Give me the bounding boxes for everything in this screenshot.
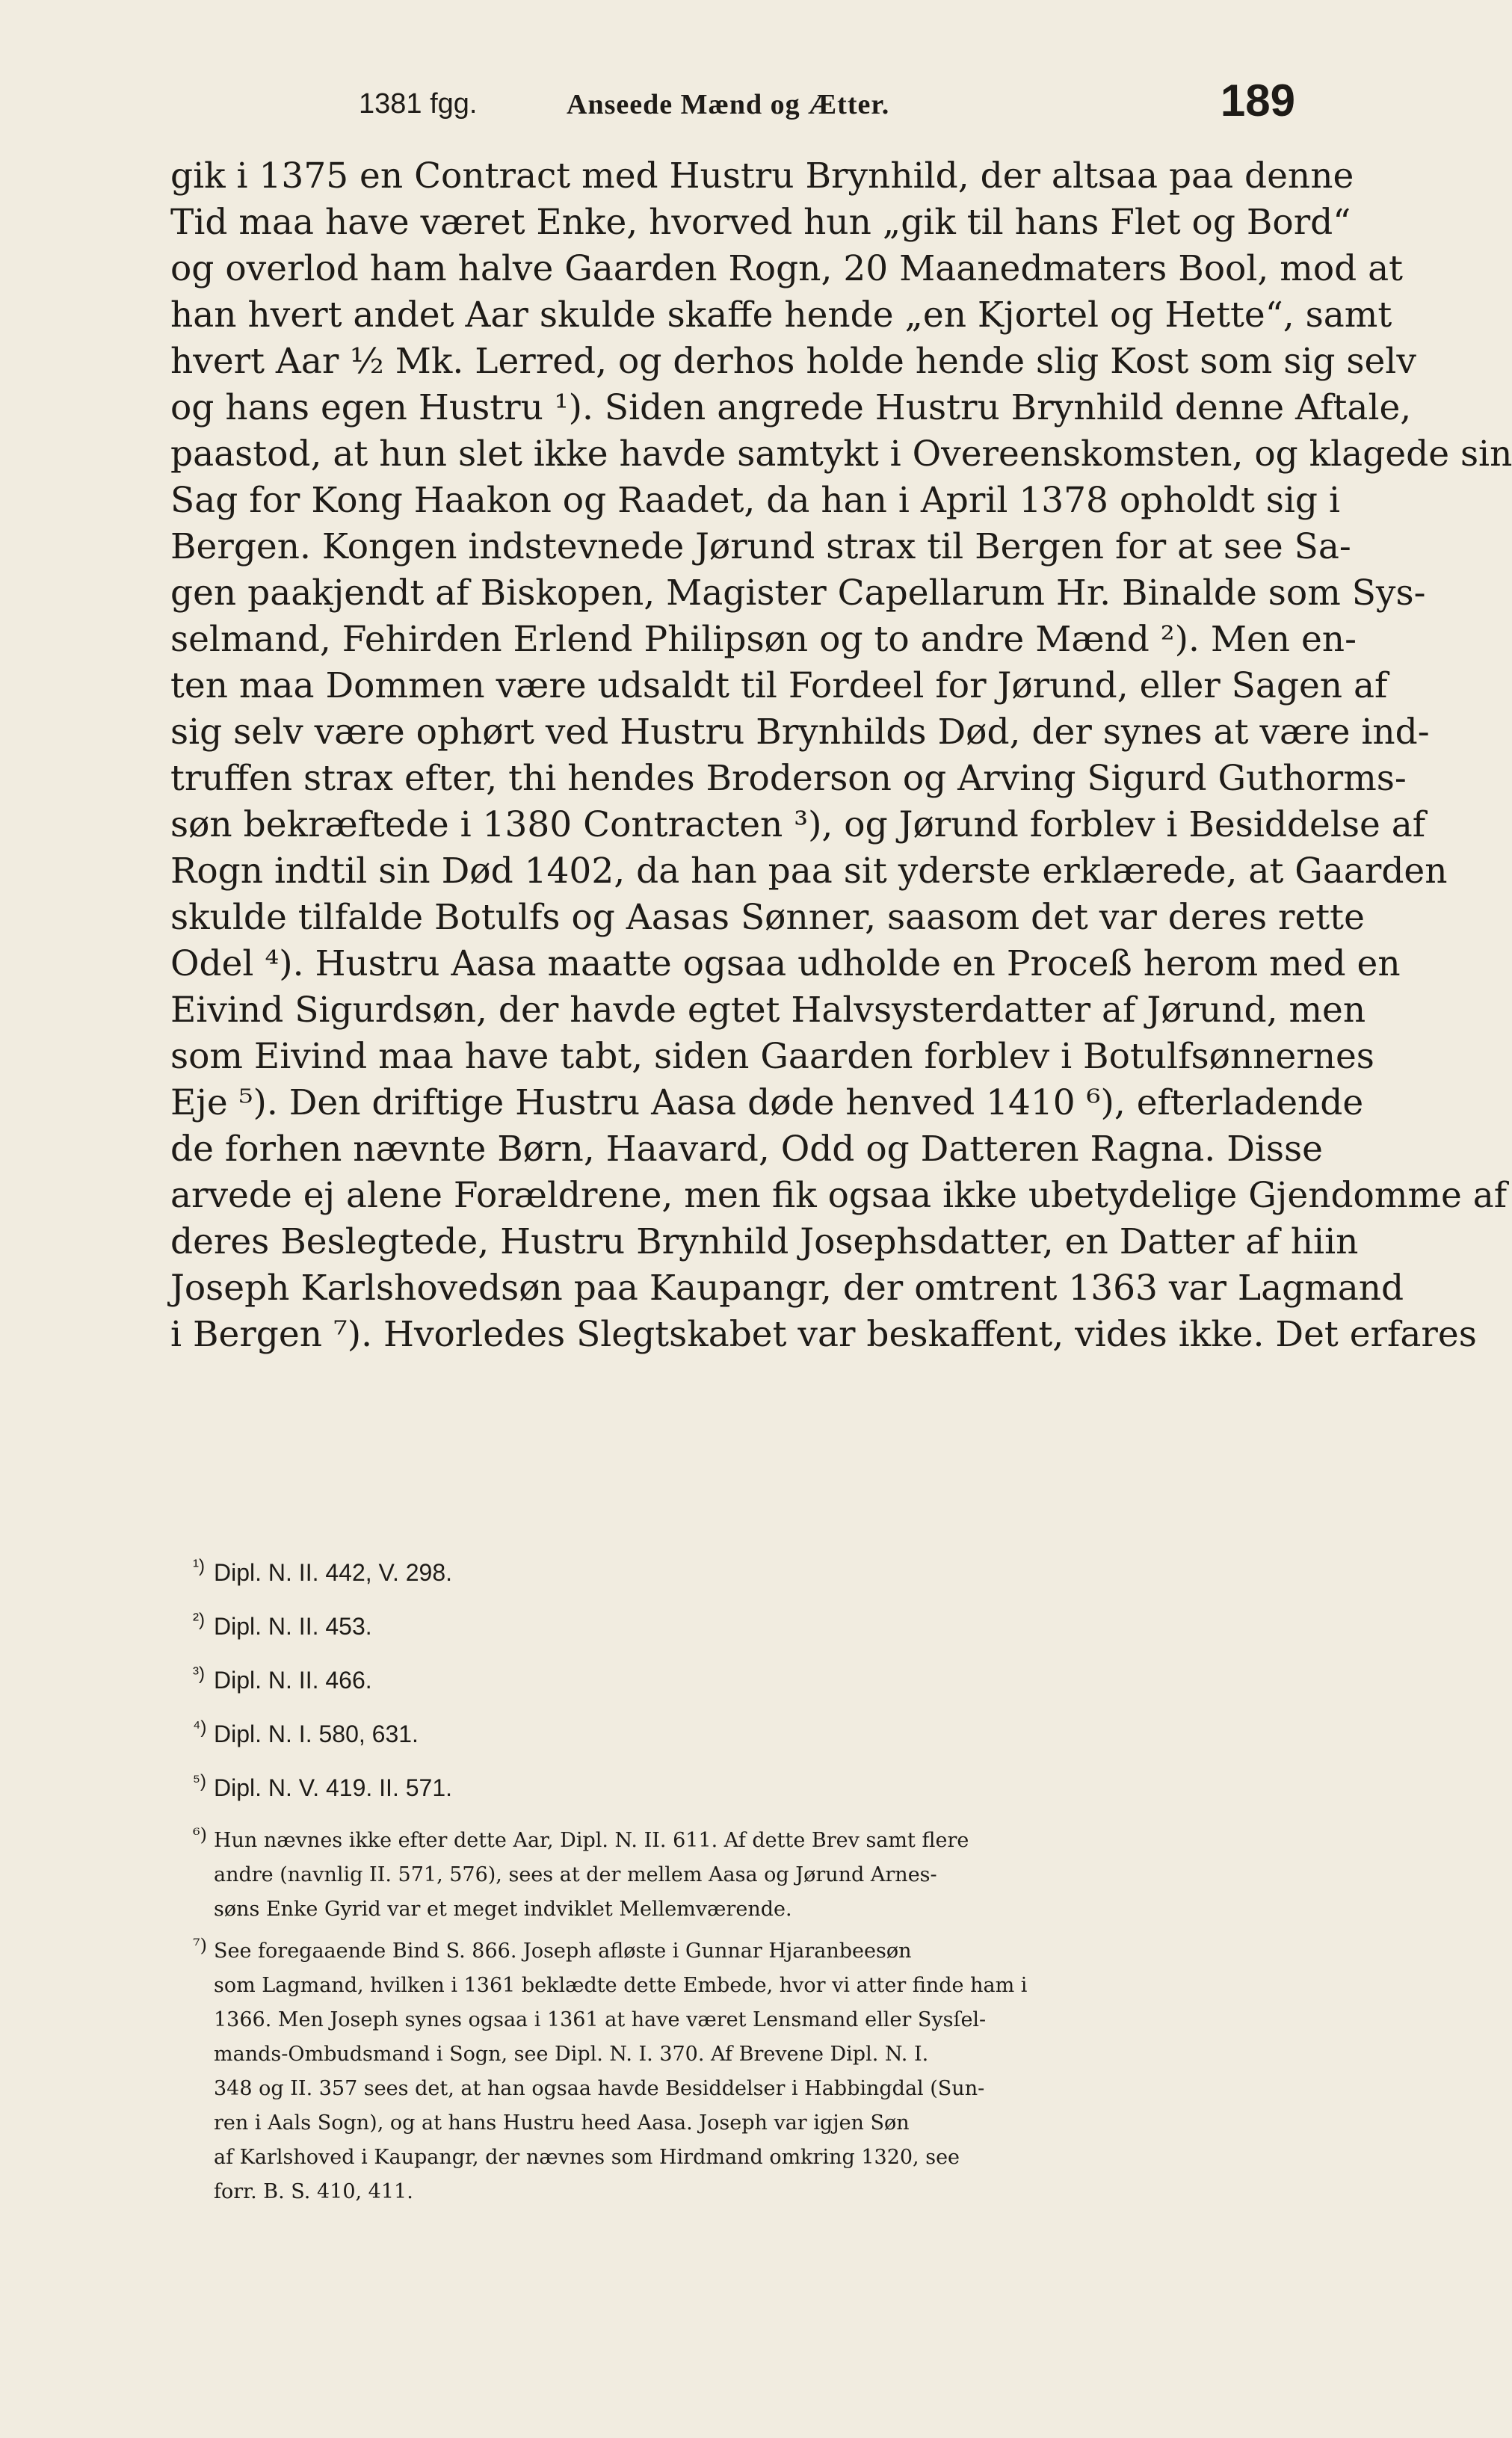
footnote-text: Dipl. N. II. 442, V. 298.	[214, 1559, 452, 1586]
text-line: sig selv være ophørt ved Hustru Brynhilds Død, der synes at være ind-	[170, 712, 1430, 753]
footnote-line: forr. B. S. 410, 411.	[214, 2180, 413, 2203]
text-line: arvede ej alene Forældrene, men fik ogsaa ikke ubetydelige Gjendomme af	[170, 1175, 1508, 1216]
text-line: og overlod ham halve Gaarden Rogn, 20 Maanedmaters Bool, mod at	[170, 248, 1404, 289]
footnote-line: som Lagmand, hvilken i 1361 beklædte dette Embede, hvor vi atter finde ham i	[214, 1974, 1028, 1997]
text-line: Tid maa have været Enke, hvorved hun „gik til hans Flet og Bord“	[170, 202, 1351, 243]
footnote-text	[193, 1934, 1295, 2209]
text-line: han hvert andet Aar skulde skaffe hende „en Kjortel og Hette“, samt	[170, 294, 1392, 336]
footnote	[193, 1555, 1295, 1590]
text-line: hvert Aar ½ Mk. Lerred, og derhos holde hende slig Kost som sig selv	[170, 341, 1416, 382]
footnote-line: andre (navnlig II. 571, 576), sees at der mellem Aasa og Jørund Arnes-	[214, 1863, 937, 1886]
footnote-7	[193, 1934, 1295, 2209]
footnote	[193, 1716, 1295, 1752]
main-text	[170, 153, 1512, 1358]
footnote-text: Dipl. N. II. 466.	[214, 1667, 372, 1694]
text-line: gik i 1375 en Contract med Hustru Brynhild, der altsaa paa denne	[170, 155, 1354, 197]
footnotes	[193, 1555, 1295, 2217]
footnote-line: 1366. Men Joseph synes ogsaa i 1361 at have været Lensmand eller Sysſel-	[214, 2008, 987, 2031]
header-title: Anseede Mænd og Ætter.	[567, 89, 890, 120]
footnote-line: mands-Ombudsmand i Sogn, see Dipl. N. I. 370. Af Brevene Dipl. N. I.	[214, 2043, 929, 2066]
footnote-line: søns Enke Gyrid var et meget indviklet Mellemværende.	[214, 1898, 792, 1921]
text-line: skulde tilfalde Botulfs og Aasas Sønner, saasom det var deres rette	[170, 897, 1365, 938]
text-line: Joseph Karlshovedsøn paa Kaupangr, der omtrent 1363 var Lagmand	[170, 1268, 1404, 1309]
footnote-text: Dipl. N. I. 580, 631.	[214, 1721, 419, 1747]
text-line: søn bekræftede i 1380 Contracten ³), og Jørund forblev i Besiddelse af	[170, 804, 1426, 845]
text-line: de forhen nævnte Børn, Haavard, Odd og Datteren Ragna. Disse	[170, 1129, 1323, 1170]
text-line: ten maa Dommen være udsaldt til Fordeel for Jørund, eller Sagen af	[170, 665, 1388, 706]
text-line: Eje ⁵). Den driftige Hustru Aasa døde henved 1410 ⁶), efterladende	[170, 1082, 1364, 1123]
header-years: 1381 fgg.	[359, 88, 478, 120]
text-line: deres Beslegtede, Hustru Brynhild Josephsdatter, en Datter af hiin	[170, 1221, 1359, 1262]
footnote-6	[193, 1824, 1295, 1927]
text-line: som Eivind maa have tabt, siden Gaarden forblev i Botulfsønnernes	[170, 1036, 1374, 1077]
footnote-marker: ³)	[193, 1664, 205, 1684]
footnote-text: Dipl. N. V. 419. II. 571.	[214, 1774, 452, 1801]
footnote-line: 348 og II. 357 sees det, at han ogsaa havde Besiddelser i Habbingdal (Sun-	[214, 2077, 985, 2100]
text-line: Sag for Kong Haakon og Raadet, da han i April 1378 opholdt sig i	[170, 480, 1340, 521]
text-line: paastod, at hun slet ikke havde samtykt i Overeenskomsten, og klagede sin	[170, 433, 1512, 475]
footnote-text: Dipl. N. II. 453.	[214, 1613, 372, 1640]
running-header	[170, 75, 1295, 135]
page-number: 189	[1220, 75, 1295, 126]
text-line: gen paakjendt af Biskopen, Magister Capellarum Hr. Binalde som Sys-	[170, 573, 1426, 614]
footnote	[193, 1608, 1295, 1644]
footnote	[193, 1662, 1295, 1698]
text-line: Rogn indtil sin Død 1402, da han paa sit yderste erklærede, at Gaarden	[170, 851, 1448, 892]
footnote-text	[193, 1824, 1295, 1927]
text-line: Odel ⁴). Hustru Aasa maatte ogsaa udholde en Proceß herom med en	[170, 943, 1401, 984]
footnote-marker: ⁵)	[193, 1771, 206, 1792]
footnote-marker: ²)	[193, 1610, 205, 1630]
footnote	[193, 1770, 1295, 1806]
footnote-marker: ⁷)	[193, 1935, 207, 1956]
text-line: i Bergen ⁷). Hvorledes Slegtskabet var beskaffent, vides ikke. Det erfares	[170, 1314, 1477, 1355]
footnote-line: Hun nævnes ikke efter dette Aar, Dipl. N. II. 611. Af dette Brev samt flere	[214, 1829, 969, 1852]
footnote-line: See foregaaende Bind S. 866. Joseph afløste i Gunnar Hjaranbeesøn	[214, 1939, 912, 1963]
text-line: selmand, Fehirden Erlend Philipsøn og to andre Mænd ²). Men en-	[170, 619, 1357, 660]
text-line: Eivind Sigurdsøn, der havde egtet Halvsysterdatter af Jørund, men	[170, 990, 1366, 1031]
text-line: truffen strax efter, thi hendes Broderson og Arving Sigurd Guthorms-	[170, 758, 1407, 799]
text-line: Bergen. Kongen indstevnede Jørund strax til Bergen for at see Sa-	[170, 526, 1351, 567]
footnote-line: ren i Aals Sogn), og at hans Hustru heed Aasa. Joseph var igjen Søn	[214, 2111, 910, 2135]
footnote-line: af Karlshoved i Kaupangr, der nævnes som Hirdmand omkring 1320, see	[214, 2146, 960, 2169]
text-line: og hans egen Hustru ¹). Siden angrede Hustru Brynhild denne Aftale,	[170, 387, 1412, 428]
footnote-marker: ⁴)	[193, 1718, 207, 1738]
footnote-marker: ¹)	[193, 1556, 205, 1576]
footnote-marker: ⁶)	[193, 1824, 207, 1845]
